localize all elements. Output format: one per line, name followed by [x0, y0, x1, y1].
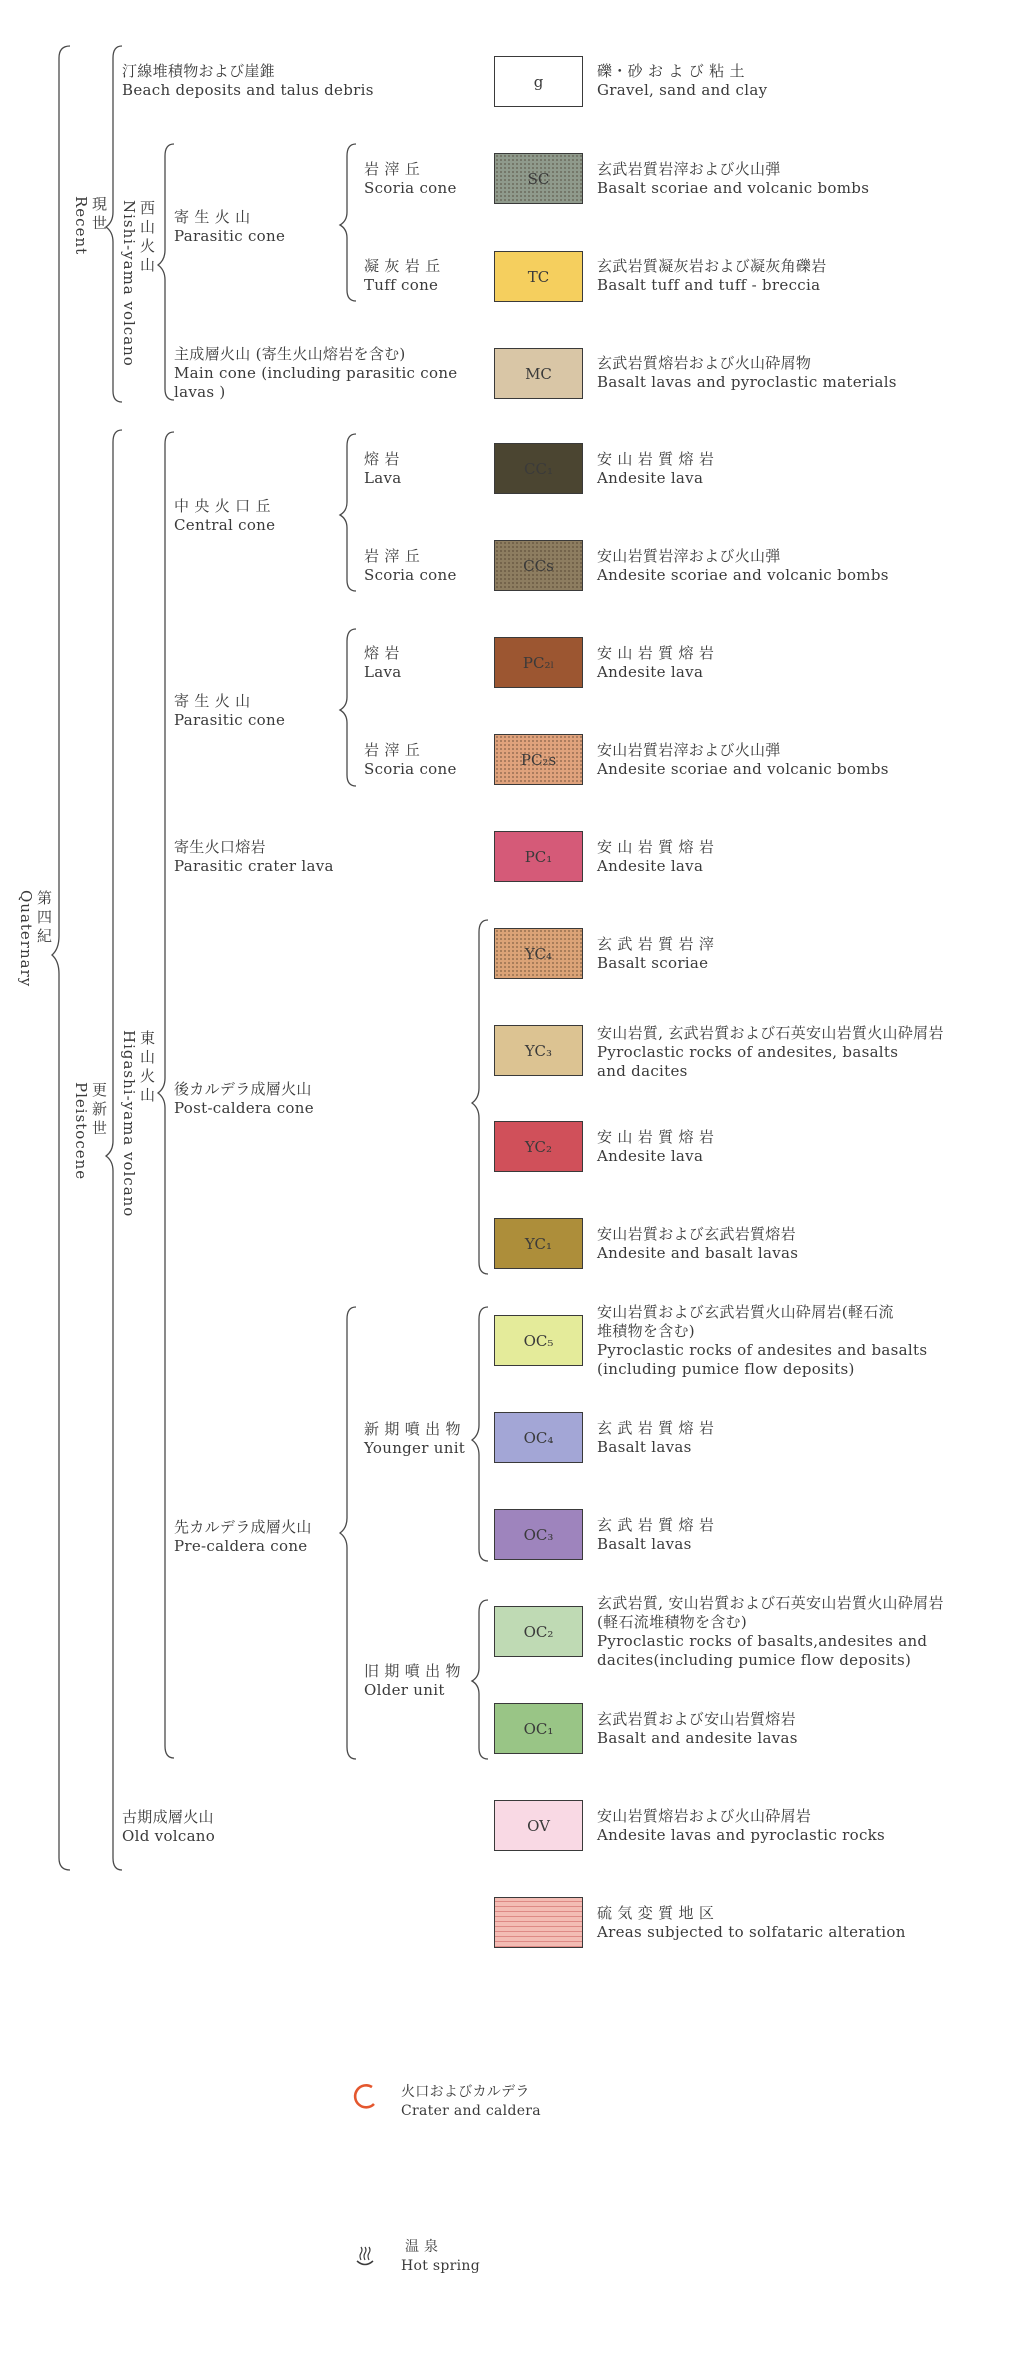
unit-swatch-tc	[494, 251, 583, 302]
older-unit-brace	[472, 1598, 492, 1762]
unit-code: PC₁	[524, 847, 553, 866]
unit-swatch-oc3	[494, 1509, 583, 1560]
unit-desc-en: Basalt lavas	[597, 1535, 692, 1553]
unit-desc-en: Areas subjected to solfataric alteration	[597, 1923, 906, 1941]
older-unit-en: Older unit	[364, 1681, 445, 1699]
unit-desc-solfataric	[597, 1904, 906, 1942]
post-caldera-label	[174, 1080, 314, 1118]
nishi-ja: 西山火山	[138, 200, 156, 276]
unit-code: YC₃	[524, 1041, 553, 1060]
unit-desc-ja: 安山岩質および玄武岩質熔岩	[597, 1225, 796, 1243]
lava-2-label	[364, 644, 402, 682]
unit-desc-en: Andesite scoriae and volcanic bombs	[597, 760, 889, 778]
unit-desc-en-1: Pyroclastic rocks of basalts,andesites and	[597, 1632, 928, 1650]
unit-swatch-oc5	[494, 1315, 583, 1366]
unit-swatch-yc1	[494, 1218, 583, 1269]
unit-code: PC₂ₗ	[522, 653, 555, 672]
unit-code: MC	[525, 364, 552, 383]
scoria-cone-2-en: Scoria cone	[364, 566, 457, 584]
unit-desc-tc	[597, 257, 827, 295]
unit-desc-ja-2: 堆積物を含む)	[597, 1322, 695, 1340]
main-cone-en1: Main cone (including parasitic cone	[174, 364, 458, 382]
main-cone-en2: lavas )	[174, 383, 226, 401]
unit-code: CCs	[523, 556, 554, 575]
lava-1-label	[364, 450, 402, 488]
unit-desc-ja: 硫 気 変 質 地 区	[597, 1904, 715, 1922]
unit-desc-en-1: Pyroclastic rocks of andesites and basalts	[597, 1341, 928, 1359]
unit-swatch-pc2l	[494, 637, 583, 688]
scoria-cone-1-en: Scoria cone	[364, 179, 457, 197]
unit-desc-oc3	[597, 1516, 714, 1554]
unit-desc-yc1	[597, 1225, 798, 1263]
crater-label	[401, 2083, 541, 2121]
unit-desc-ja: 玄武岩質および安山岩質熔岩	[597, 1710, 796, 1728]
younger-unit-ja: 新 期 噴 出 物	[364, 1420, 461, 1438]
unit-swatch-sc	[494, 153, 583, 204]
unit-desc-sc	[597, 160, 869, 198]
beach-ja: 汀線堆積物および崖錐	[122, 62, 276, 80]
unit-desc-ov	[597, 1807, 885, 1845]
unit-code: PC₂s	[520, 750, 557, 769]
unit-desc-mc	[597, 354, 897, 392]
unit-desc-pc2s	[597, 741, 889, 779]
main-cone-label	[174, 345, 457, 402]
unit-desc-ja: 安 山 岩 質 熔 岩	[597, 450, 715, 468]
main-cone-ja: 主成層火山 (寄生火山熔岩を含む)	[174, 345, 406, 363]
pleistocene-label	[72, 1082, 108, 1180]
central-cone-ja: 中 央 火 口 丘	[174, 497, 271, 515]
unit-desc-en: Andesite scoriae and volcanic bombs	[597, 566, 889, 584]
unit-swatch-ov	[494, 1800, 583, 1851]
unit-desc-en: Andesite lava	[597, 469, 704, 487]
tuff-cone-en: Tuff cone	[364, 276, 439, 294]
unit-desc-cc1	[597, 450, 714, 488]
unit-swatch-oc4	[494, 1412, 583, 1463]
pleistocene-ja: 更新世	[90, 1082, 108, 1139]
unit-code: g	[533, 72, 544, 91]
unit-desc-ja: 玄武岩質熔岩および火山砕屑物	[597, 354, 812, 372]
unit-swatch-solfataric	[494, 1897, 583, 1948]
unit-desc-en: Gravel, sand and clay	[597, 81, 768, 99]
unit-code: YC₁	[524, 1234, 553, 1253]
unit-desc-ja: 玄 武 岩 質 岩 滓	[597, 935, 715, 953]
unit-desc-en: Basalt and andesite lavas	[597, 1729, 798, 1747]
older-unit-ja: 旧 期 噴 出 物	[364, 1662, 461, 1680]
unit-desc-en: Andesite lava	[597, 1147, 704, 1165]
unit-desc-ja: 玄武岩質凝灰岩および凝灰角礫岩	[597, 257, 827, 275]
unit-desc-ja: 安山岩質岩滓および火山弾	[597, 547, 781, 565]
beach-label	[122, 62, 374, 100]
unit-code: TC	[527, 267, 550, 286]
tuff-cone-ja: 凝 灰 岩 丘	[364, 257, 441, 275]
unit-code: YC₂	[524, 1137, 553, 1156]
younger-unit-en: Younger unit	[364, 1439, 466, 1457]
period-ja: 第四紀	[35, 890, 53, 947]
unit-desc-oc4	[597, 1419, 714, 1457]
unit-desc-ja: 安 山 岩 質 熔 岩	[597, 644, 715, 662]
unit-code: OV	[527, 1816, 550, 1835]
unit-desc-oc1	[597, 1710, 798, 1748]
unit-code: OC₂	[523, 1622, 554, 1641]
unit-desc-en-1: Pyroclastic rocks of andesites, basalts	[597, 1043, 899, 1061]
higashi-parasitic-brace	[340, 627, 360, 789]
lava-2-en: Lava	[364, 663, 402, 681]
lava-1-ja: 熔 岩	[364, 450, 400, 468]
unit-code: CC₁	[524, 459, 553, 478]
unit-desc-ja-2: (軽石流堆積物を含む)	[597, 1613, 748, 1631]
unit-desc-oc5	[597, 1303, 927, 1379]
post-caldera-en: Post-caldera cone	[174, 1099, 314, 1117]
unit-desc-en: Basalt tuff and tuff - breccia	[597, 276, 821, 294]
unit-desc-en: Basalt scoriae and volcanic bombs	[597, 179, 870, 197]
unit-desc-en: Andesite lava	[597, 857, 704, 875]
scoria-cone-1-label	[364, 160, 457, 198]
central-cone-label	[174, 497, 275, 535]
unit-desc-ja: 安 山 岩 質 熔 岩	[597, 1128, 715, 1146]
pre-caldera-en: Pre-caldera cone	[174, 1537, 308, 1555]
quaternary-brace	[52, 44, 74, 1874]
central-cone-en: Central cone	[174, 516, 276, 534]
unit-swatch-oc2	[494, 1606, 583, 1657]
nishi-parasitic-brace	[340, 142, 360, 304]
scoria-cone-2-label	[364, 547, 457, 585]
unit-desc-ccs	[597, 547, 889, 585]
unit-desc-ja: 安山岩質熔岩および火山砕屑岩	[597, 1807, 812, 1825]
higashi-label	[120, 1030, 156, 1217]
period-label	[17, 890, 53, 987]
unit-desc-oc2	[597, 1594, 944, 1670]
unit-desc-ja: 玄武岩質岩滓および火山弾	[597, 160, 781, 178]
hot-spring-label	[401, 2238, 480, 2276]
post-caldera-brace	[472, 918, 492, 1278]
crater-en: Crater and caldera	[401, 2103, 541, 2119]
old-volcano-ja: 古期成層火山	[122, 1808, 214, 1826]
scoria-cone-3-en: Scoria cone	[364, 760, 457, 778]
unit-code: OC₁	[523, 1719, 554, 1738]
unit-desc-pc2l	[597, 644, 714, 682]
unit-desc-en: Andesite and basalt lavas	[597, 1244, 799, 1262]
nishi-parasitic-en: Parasitic cone	[174, 227, 286, 245]
parasitic-crater-lava-label	[174, 838, 334, 876]
scoria-cone-2-ja: 岩 滓 丘	[364, 547, 421, 565]
unit-desc-g	[597, 62, 767, 100]
unit-code: OC₄	[523, 1428, 554, 1447]
unit-desc-ja: 安 山 岩 質 熔 岩	[597, 838, 715, 856]
unit-desc-en-2: and dacites	[597, 1062, 688, 1080]
unit-desc-ja: 安山岩質岩滓および火山弾	[597, 741, 781, 759]
unit-desc-ja-1: 安山岩質および玄武岩質火山砕屑岩(軽石流	[597, 1303, 894, 1321]
higashi-parasitic-label	[174, 692, 285, 730]
unit-code: OC₅	[523, 1331, 554, 1350]
unit-desc-yc3	[597, 1024, 944, 1081]
unit-swatch-yc4	[494, 928, 583, 979]
crater-icon	[350, 2082, 380, 2112]
higashi-ja: 東山火山	[138, 1030, 156, 1106]
pre-caldera-brace	[340, 1305, 360, 1763]
unit-swatch-pc1	[494, 831, 583, 882]
unit-swatch-oc1	[494, 1703, 583, 1754]
unit-swatch-mc	[494, 348, 583, 399]
unit-swatch-pc2s	[494, 734, 583, 785]
scoria-cone-3-label	[364, 741, 457, 779]
unit-desc-ja: 玄 武 岩 質 熔 岩	[597, 1516, 715, 1534]
crater-ja: 火口およびカルデラ	[401, 2084, 530, 2100]
unit-desc-pc1	[597, 838, 714, 876]
recent-label	[72, 196, 108, 255]
nishi-en: Nishi-yama volcano	[120, 200, 138, 367]
lava-2-ja: 熔 岩	[364, 644, 400, 662]
nishi-parasitic-ja: 寄 生 火 山	[174, 208, 251, 226]
tuff-cone-label	[364, 257, 440, 295]
unit-desc-en-2: (including pumice flow deposits)	[597, 1360, 855, 1378]
unit-desc-en: Basalt lavas	[597, 1438, 692, 1456]
unit-desc-ja: 安山岩質, 玄武岩質および石英安山岩質火山砕屑岩	[597, 1024, 944, 1042]
unit-desc-ja: 玄 武 岩 質 熔 岩	[597, 1419, 715, 1437]
unit-swatch-yc2	[494, 1121, 583, 1172]
recent-en: Recent	[72, 196, 90, 256]
pleistocene-en: Pleistocene	[72, 1082, 90, 1181]
unit-desc-ja: 礫・砂 お よ び 粘 土	[597, 62, 745, 80]
parasitic-crater-lava-ja: 寄生火口熔岩	[174, 838, 266, 856]
scoria-cone-3-ja: 岩 滓 丘	[364, 741, 421, 759]
period-en: Quaternary	[17, 890, 35, 988]
lava-1-en: Lava	[364, 469, 402, 487]
unit-code: SC	[527, 169, 550, 188]
unit-code: YC₄	[524, 944, 553, 963]
recent-ja: 現世	[90, 196, 108, 234]
unit-desc-en-2: dacites(including pumice flow deposits)	[597, 1651, 912, 1669]
nishi-label	[120, 200, 156, 367]
younger-unit-label	[364, 1420, 465, 1458]
higashi-en: Higashi-yama volcano	[120, 1030, 138, 1218]
unit-desc-yc4	[597, 935, 714, 973]
post-caldera-ja: 後カルデラ成層火山	[174, 1080, 312, 1098]
unit-desc-yc2	[597, 1128, 714, 1166]
hot-spring-en: Hot spring	[401, 2258, 481, 2274]
central-cone-brace	[340, 432, 360, 594]
old-volcano-en: Old volcano	[122, 1827, 216, 1845]
beach-en: Beach deposits and talus debris	[122, 81, 374, 99]
unit-code: OC₃	[523, 1525, 554, 1544]
nishi-parasitic-label	[174, 208, 285, 246]
unit-desc-ja-1: 玄武岩質, 安山岩質および石英安山岩質火山砕屑岩	[597, 1594, 944, 1612]
pre-caldera-label	[174, 1518, 312, 1556]
unit-swatch-yc3	[494, 1025, 583, 1076]
unit-desc-en: Basalt scoriae	[597, 954, 709, 972]
unit-desc-en: Basalt lavas and pyroclastic materials	[597, 373, 897, 391]
older-unit-label	[364, 1662, 461, 1700]
higashi-parasitic-ja: 寄 生 火 山	[174, 692, 251, 710]
hot-spring-icon	[354, 2246, 376, 2268]
unit-desc-en: Andesite lava	[597, 663, 704, 681]
higashi-parasitic-en: Parasitic cone	[174, 711, 286, 729]
scoria-cone-1-ja: 岩 滓 丘	[364, 160, 421, 178]
hot-spring-ja: 温 泉	[405, 2239, 439, 2255]
old-volcano-label	[122, 1808, 215, 1846]
younger-unit-brace	[472, 1305, 492, 1565]
parasitic-crater-lava-en: Parasitic crater lava	[174, 857, 334, 875]
unit-desc-en: Andesite lavas and pyroclastic rocks	[597, 1826, 886, 1844]
unit-swatch-cc1	[494, 443, 583, 494]
unit-swatch-ccs	[494, 540, 583, 591]
pre-caldera-ja: 先カルデラ成層火山	[174, 1518, 312, 1536]
unit-swatch-g	[494, 56, 583, 107]
